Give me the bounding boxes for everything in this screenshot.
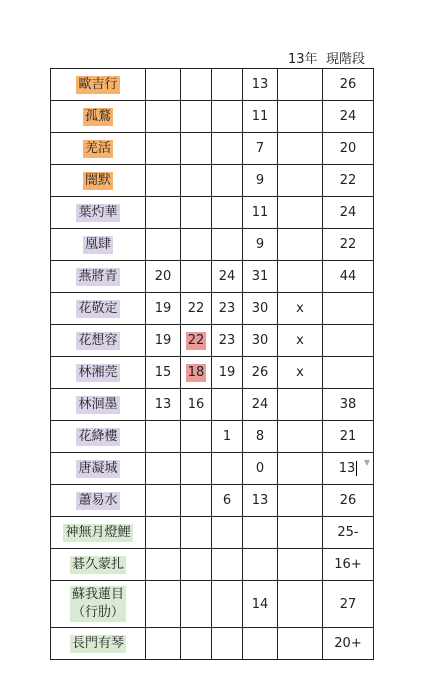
value-cell-c3[interactable] [212,229,243,261]
value-cell-c3[interactable] [212,197,243,229]
cell-value: 19 [154,333,172,348]
value-cell-c6[interactable] [323,517,374,549]
value-cell-c5[interactable] [278,69,323,101]
value-cell-c2[interactable] [181,69,212,101]
value-cell-c2[interactable] [181,293,212,325]
value-cell-c6[interactable] [323,389,374,421]
value-cell-c1[interactable] [146,133,181,165]
name-cell[interactable] [51,325,146,357]
value-cell-c1[interactable] [146,69,181,101]
value-cell-c4[interactable] [243,165,278,197]
value-cell-c2[interactable] [181,261,212,293]
value-cell-c5[interactable] [278,133,323,165]
value-cell-c1[interactable] [146,261,181,293]
cell-value: 13 [338,461,356,476]
character-name: 蕭易水 [78,492,118,508]
header-13-year: 13年 [288,52,318,67]
cell-value: 26 [251,365,269,380]
text-cursor [356,461,357,476]
character-name: 花絳樓 [78,428,118,444]
character-name: 林湘莞 [78,364,118,380]
value-cell-c1[interactable] [146,453,181,485]
value-cell-c6[interactable] [323,325,374,357]
value-cell-c1[interactable] [146,357,181,389]
value-cell-c2[interactable] [181,325,212,357]
value-cell-c2[interactable] [181,165,212,197]
character-name: 歐吉行 [78,76,118,92]
cell-value: 24 [339,109,357,124]
cell-value: 24 [339,205,357,220]
cell-value: 11 [251,205,269,220]
value-cell-c5[interactable] [278,325,323,357]
value-cell-c1[interactable] [146,229,181,261]
value-cell-c4[interactable] [243,357,278,389]
value-cell-c6[interactable] [323,421,374,453]
table-row [51,197,374,229]
value-cell-c2[interactable] [181,357,212,389]
value-cell-c3[interactable] [212,549,243,581]
table-row [51,357,374,389]
value-cell-c4[interactable] [243,628,278,660]
character-name-note: （行肋） [71,605,124,620]
cell-value: 23 [218,301,236,316]
value-cell-c5[interactable] [278,261,323,293]
value-cell-c2[interactable] [181,453,212,485]
value-cell-c3[interactable] [212,421,243,453]
name-cell[interactable] [51,549,146,581]
cell-value: 22 [339,237,357,252]
cell-value: x [296,333,304,348]
value-cell-c1[interactable] [146,325,181,357]
value-cell-c4[interactable] [243,389,278,421]
character-name: 羌活 [84,140,111,156]
value-cell-c6[interactable] [323,197,374,229]
value-cell-c3[interactable] [212,485,243,517]
value-cell-c2[interactable] [181,421,212,453]
value-cell-c4[interactable] [243,421,278,453]
cell-value: x [296,301,304,316]
character-table [50,68,374,660]
table-row [51,581,374,628]
cell-value: 30 [251,333,269,348]
value-cell-c6[interactable] [323,133,374,165]
value-cell-c4[interactable] [243,69,278,101]
name-cell[interactable] [51,261,146,293]
cell-value: 14 [251,596,269,612]
cell-value: 16 [187,397,205,412]
value-cell-c2[interactable] [181,101,212,133]
character-name: 燕將青 [78,268,118,284]
value-cell-c4[interactable] [243,325,278,357]
character-name: 葉灼華 [78,204,118,220]
value-cell-c3[interactable] [212,628,243,660]
cell-value: 0 [255,461,265,476]
dropdown-icon[interactable]: ▼ [363,458,370,467]
value-cell-c4[interactable] [243,261,278,293]
table-row [51,325,374,357]
table-row [51,229,374,261]
value-cell-c5[interactable] [278,549,323,581]
value-cell-c5[interactable] [278,628,323,660]
table-row [51,517,374,549]
cell-value: 20 [154,269,172,284]
cell-value: 20+ [334,636,362,651]
value-cell-c3[interactable] [212,293,243,325]
cell-value: 22 [339,173,357,188]
value-cell-c4[interactable] [243,197,278,229]
value-cell-c1[interactable] [146,549,181,581]
cell-value: 22 [187,301,205,316]
cell-value: 7 [255,141,265,156]
value-cell-c3[interactable] [212,453,243,485]
value-cell-c5[interactable] [278,517,323,549]
cell-value: 13 [154,397,172,412]
table-row [51,549,374,581]
cell-value: 13 [251,77,269,92]
value-cell-c5[interactable] [278,293,323,325]
value-cell-c3[interactable] [212,357,243,389]
value-cell-c5[interactable] [278,357,323,389]
character-name: 神無月燈鯉 [65,524,131,540]
value-cell-c2[interactable] [181,229,212,261]
cell-value: 21 [339,429,357,444]
name-cell[interactable] [51,69,146,101]
value-cell-c5[interactable] [278,389,323,421]
value-cell-c4[interactable] [243,581,278,628]
value-cell-c5[interactable] [278,101,323,133]
value-cell-c3[interactable] [212,69,243,101]
cell-value: 19 [154,301,172,316]
cell-value: 30 [251,301,269,316]
value-cell-c1[interactable] [146,101,181,133]
value-cell-c4[interactable] [243,485,278,517]
value-cell-c1[interactable] [146,389,181,421]
character-name: 碁久蒙扎 [71,556,124,572]
cell-value: 44 [339,269,357,284]
cell-value: 31 [251,269,269,284]
value-cell-c2[interactable] [181,389,212,421]
cell-value: 23 [218,333,236,348]
value-cell-c1[interactable] [146,628,181,660]
cell-value: 8 [255,429,265,444]
value-cell-c5[interactable] [278,229,323,261]
value-cell-c3[interactable] [212,101,243,133]
value-cell-c1[interactable] [146,517,181,549]
name-cell[interactable] [51,453,146,485]
value-cell-c2[interactable] [181,517,212,549]
value-cell-c3[interactable] [212,133,243,165]
value-cell-c6[interactable] [323,229,374,261]
value-cell-c4[interactable] [243,101,278,133]
name-cell[interactable] [51,421,146,453]
value-cell-c3[interactable] [212,389,243,421]
value-cell-c4[interactable] [243,133,278,165]
cell-value: 26 [339,493,357,508]
name-cell[interactable] [51,229,146,261]
value-cell-c1[interactable] [146,421,181,453]
cell-value: 9 [255,173,265,188]
name-cell[interactable] [51,197,146,229]
value-cell-c3[interactable] [212,517,243,549]
value-cell-c6[interactable] [323,485,374,517]
table-row [51,389,374,421]
cell-value: 16+ [334,557,362,572]
table-row [51,485,374,517]
cell-value: 15 [154,365,172,380]
value-cell-c6[interactable] [323,581,374,628]
cell-value: 24 [251,397,269,412]
value-cell-c5[interactable] [278,453,323,485]
value-cell-c1[interactable] [146,485,181,517]
name-cell[interactable] [51,485,146,517]
name-cell[interactable] [51,165,146,197]
cell-value: 19 [218,365,236,380]
value-cell-c2[interactable] [181,485,212,517]
active-cell[interactable] [323,453,374,485]
cell-value: 26 [339,77,357,92]
cell-value: 6 [222,493,232,508]
character-name: 花敬定 [78,300,118,316]
name-cell[interactable] [51,293,146,325]
cell-value: 27 [339,596,357,612]
value-cell-c6[interactable] [323,261,374,293]
cell-value: 13 [251,493,269,508]
cell-value: 20 [339,141,357,156]
value-cell-c6[interactable] [323,101,374,133]
value-cell-c6[interactable] [323,549,374,581]
cell-value: x [296,365,304,380]
value-cell-c6[interactable] [323,69,374,101]
cell-value: 24 [218,269,236,284]
value-cell-c1[interactable] [146,197,181,229]
table-row [51,628,374,660]
table-row [51,165,374,197]
value-cell-c5[interactable] [278,197,323,229]
value-cell-c2[interactable] [181,133,212,165]
value-cell-c1[interactable] [146,581,181,628]
value-cell-c4[interactable] [243,549,278,581]
cell-value: 9 [255,237,265,252]
table-row [51,261,374,293]
value-cell-c1[interactable] [146,165,181,197]
value-cell-c2[interactable] [181,549,212,581]
name-cell[interactable] [51,101,146,133]
value-cell-c3[interactable] [212,325,243,357]
value-cell-c4[interactable] [243,293,278,325]
table-row [51,453,374,485]
cell-value: 11 [251,109,269,124]
value-cell-c3[interactable] [212,165,243,197]
value-cell-c3[interactable] [212,261,243,293]
cell-value: 25- [337,525,359,540]
cell-value: 1 [222,429,232,444]
value-cell-c4[interactable] [243,229,278,261]
value-cell-c6[interactable] [323,165,374,197]
cell-value: 22 [187,332,205,348]
table-row [51,421,374,453]
character-name: 闇默 [84,172,111,188]
table-row [51,69,374,101]
value-cell-c4[interactable] [243,517,278,549]
name-cell[interactable] [51,517,146,549]
header-current-stage: 現階段 [326,52,366,67]
character-name: 蘇我蓮目 [71,587,124,602]
character-name: 長門有琴 [71,635,124,651]
value-cell-c5[interactable] [278,421,323,453]
character-name: 凰肆 [84,236,111,252]
name-cell[interactable] [51,133,146,165]
value-cell-c2[interactable] [181,581,212,628]
cell-value: 38 [339,397,357,412]
value-cell-c6[interactable] [323,357,374,389]
value-cell-c5[interactable] [278,485,323,517]
name-cell[interactable] [51,581,146,628]
value-cell-c4[interactable] [243,453,278,485]
value-cell-c3[interactable] [212,581,243,628]
value-cell-c2[interactable] [181,197,212,229]
value-cell-c5[interactable] [278,165,323,197]
character-name: 唐凝城 [78,460,118,476]
cell-value: 18 [187,364,205,380]
name-cell[interactable] [51,357,146,389]
value-cell-c6[interactable] [323,628,374,660]
value-cell-c6[interactable] [323,293,374,325]
name-cell[interactable] [51,628,146,660]
character-name: 花想容 [78,332,118,348]
table-row [51,133,374,165]
table-row [51,293,374,325]
value-cell-c5[interactable] [278,581,323,628]
table-row [51,101,374,133]
name-cell[interactable] [51,389,146,421]
value-cell-c2[interactable] [181,628,212,660]
character-name: 孤鶩 [84,108,111,124]
value-cell-c1[interactable] [146,293,181,325]
character-name: 林洄墨 [78,396,118,412]
